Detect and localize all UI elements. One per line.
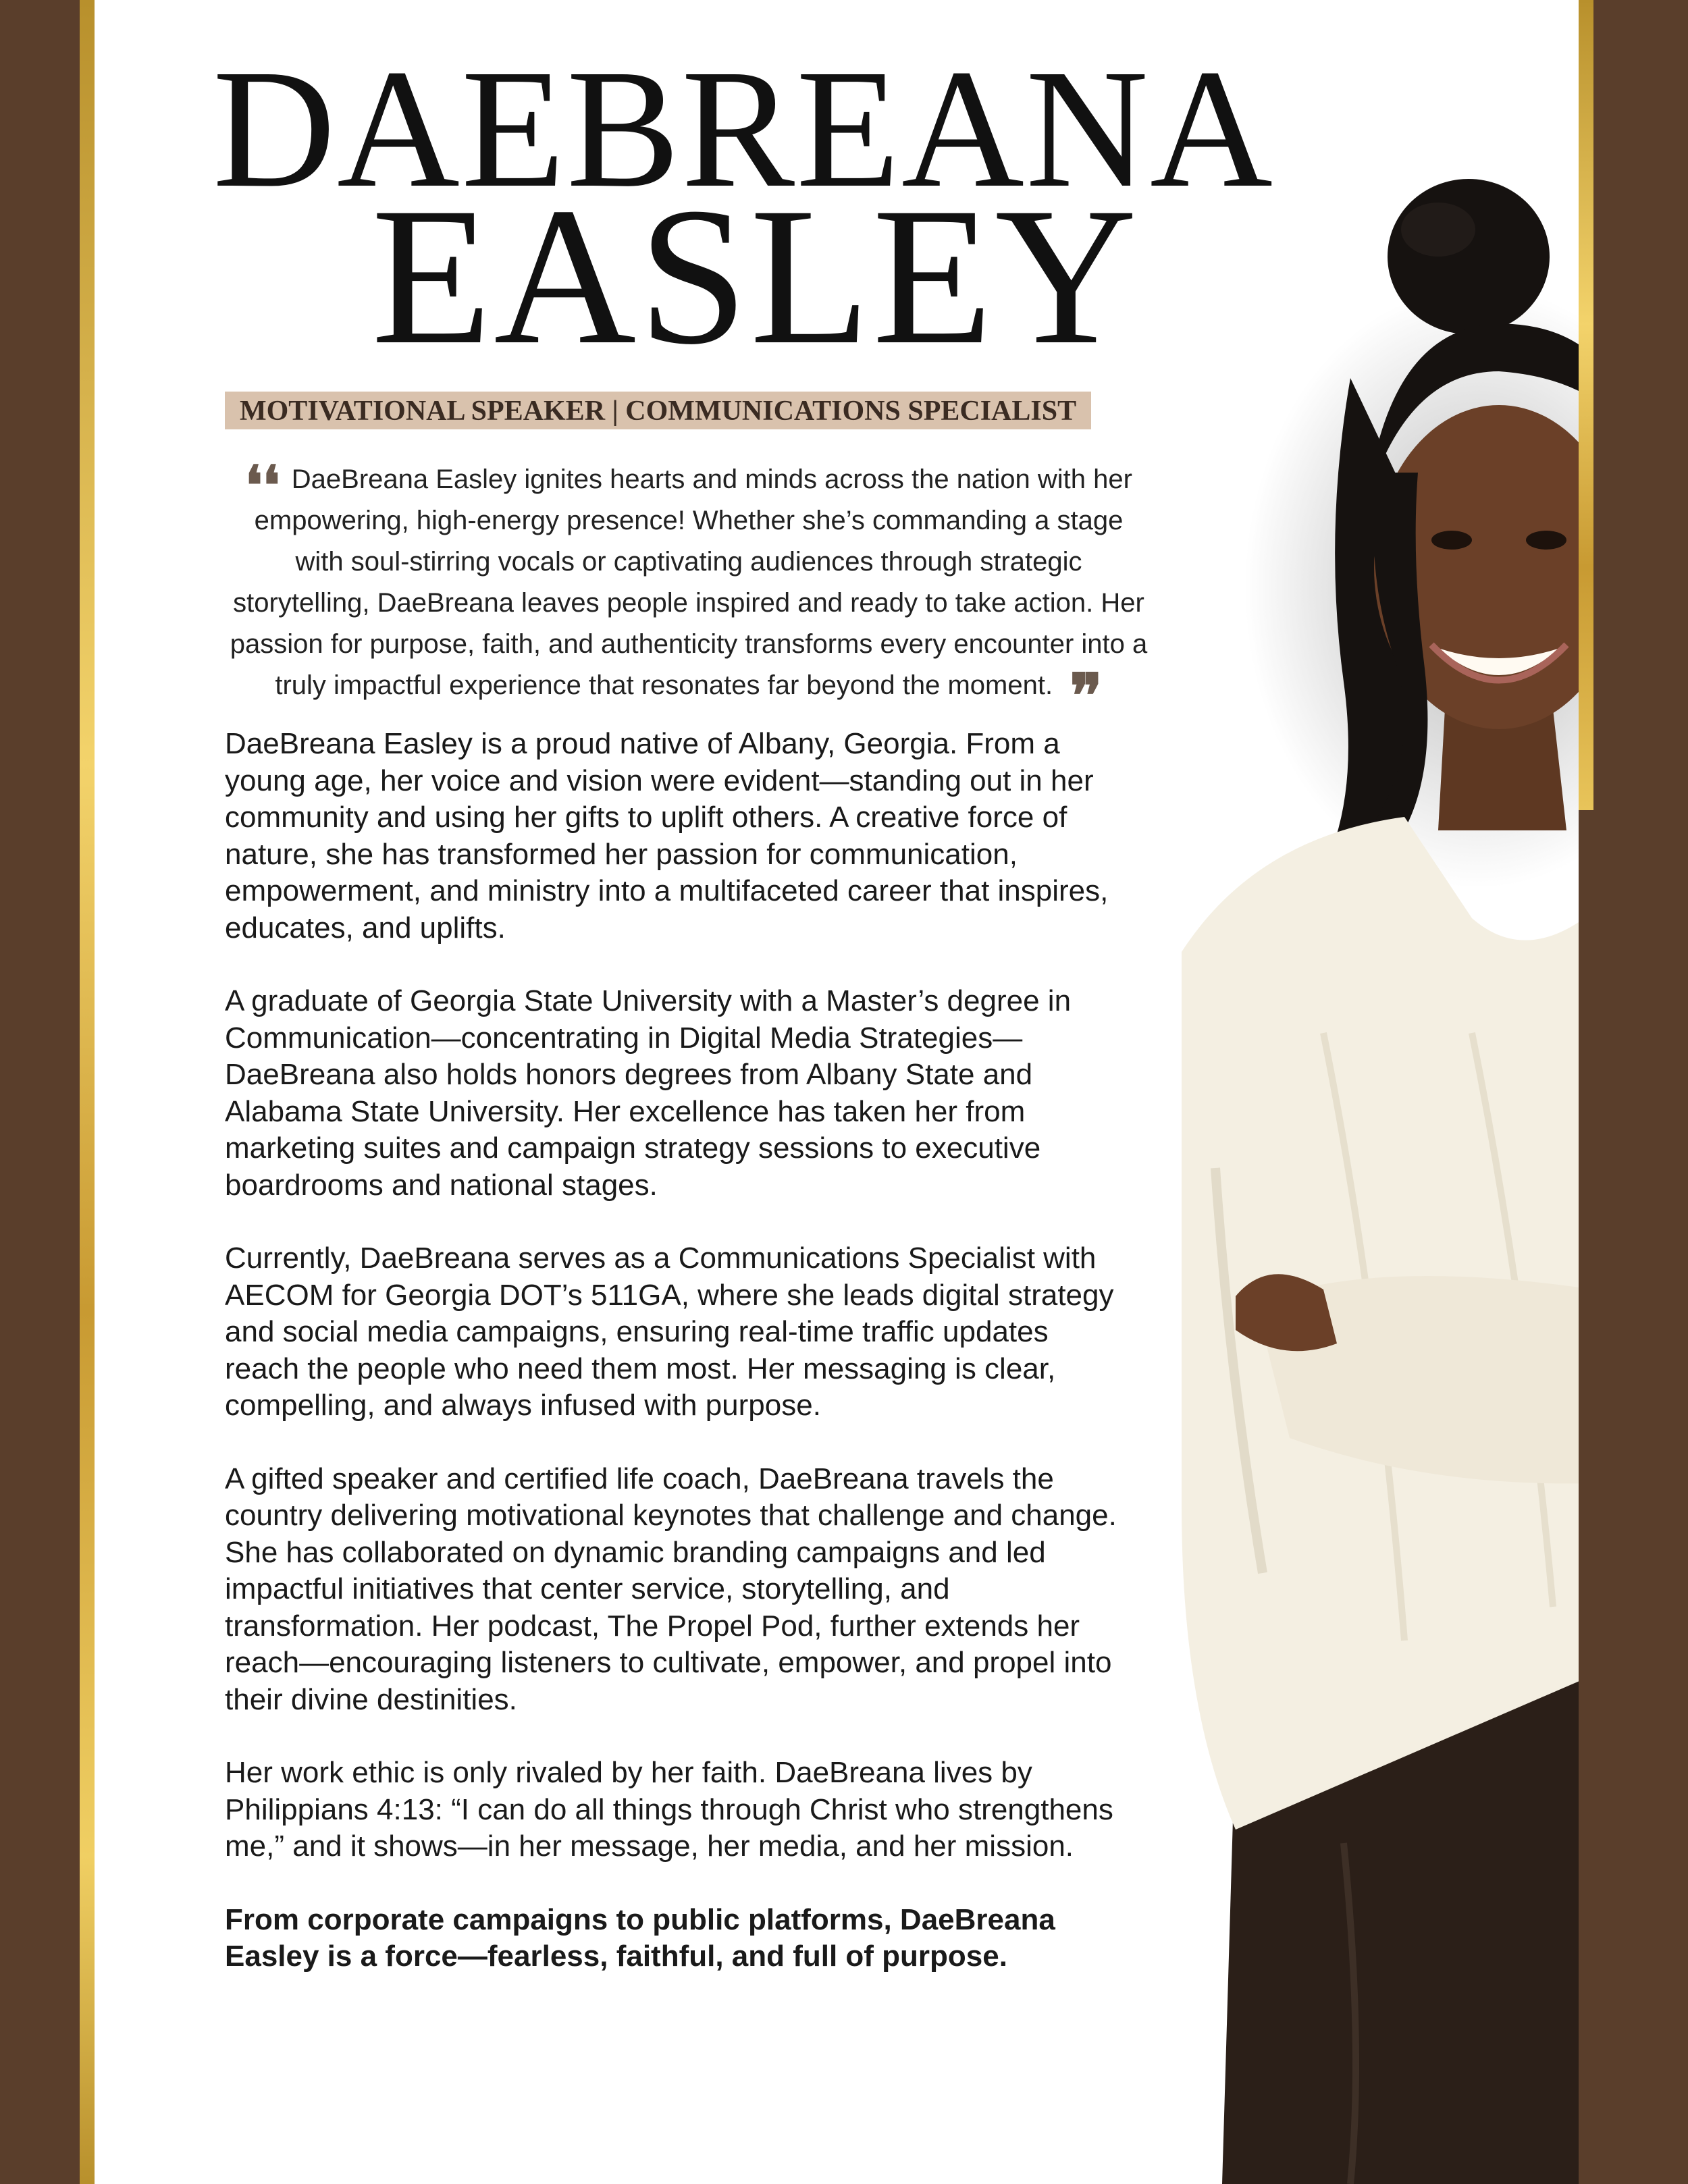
pull-quote [230,457,1148,730]
tagline-banner: MOTIVATIONAL SPEAKER | COMMUNICATIONS SPECIALIST [225,392,1091,429]
right-brown-border [1593,0,1688,2184]
pull-quote-text: DaeBreana Easley ignites hearts and minds across the nation with her empowering, high-energy presence! Whether she’s commanding a stage with soul-stirring vocals or captivating audiences through strategic storytelling, DaeBreana leaves people inspired and ready to take action. Her passion for purpose, faith, and authenticity transforms every encounter into a truly impactful experience that resonates far beyond the moment. [230,464,1148,700]
first-name-heading: DAEBREANA [213,34,1274,223]
bio-closing-statement: From corporate campaigns to public platforms, DaeBreana Easley is a force—fearless, faithful, and full of purpose. [225,1902,1055,1973]
bio-paragraph-2: A graduate of Georgia State University with a Master’s degree in Communication—concentrating in Digital Media Strategies—DaeBreana also holds honors degrees from Albany State and Alabama State University. Her excellence has taken her from marketing suites and campaign strategy sessions to executive boardrooms and national stages. [225,984,1072,1202]
close-quote-icon: ❞ [1070,664,1103,730]
left-gold-stripe [80,0,95,2184]
bio-page [95,0,1579,2184]
last-name-heading: EASLEY [371,167,1140,385]
open-quote-icon: ❛❛ [245,457,280,516]
bio-body [225,726,1123,2012]
bio-paragraph-4: A gifted speaker and certified life coach, DaeBreana travels the country delivering motivational keynotes that challenge and change. She has collaborated on dynamic branding campaigns and led impactful initiatives that center service, storytelling, and transformation. Her podcast, The Propel Pod, further extends her reach—encouraging listeners to cultivate, empower, and propel into their divine destinities. [225,1462,1117,1716]
left-brown-border [0,0,80,2184]
bio-paragraph-5: Her work ethic is only rivaled by her faith. DaeBreana lives by Philippians 4:13: “I can do all things through Christ who strengthens me,” and it shows—in her message, her media, and her mission. [225,1756,1113,1863]
right-gold-stripe [1579,0,1593,810]
hair-bun [1388,179,1550,334]
bio-paragraph-3: Currently, DaeBreana serves as a Communications Specialist with AECOM for Georgia DOT’s 511GA, where she leads digital strategy and social media campaigns, ensuring real-time traffic updates reach the people who need them most. Her messaging is clear, compelling, and always infused with purpose. [225,1242,1114,1422]
bio-paragraph-1: DaeBreana Easley is a proud native of Albany, Georgia. From a young age, her voice and vision were evident—standing out in her community and using her gifts to uplift others. A creative force of nature, she has transformed her passion for communication, empowerment, and ministry into a multifaceted career that inspires, educates, and uplifts. [225,727,1109,944]
portrait-photo [1121,155,1579,2184]
